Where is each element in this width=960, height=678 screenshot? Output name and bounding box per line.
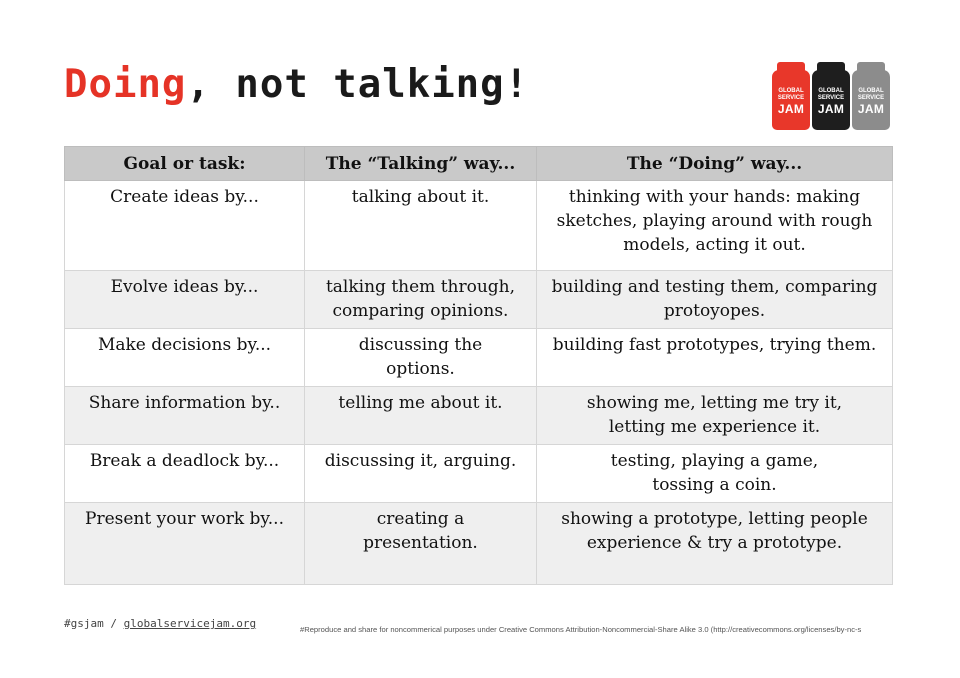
- doing-cell: showing a prototype, letting people experience & try a prototype.: [537, 503, 893, 585]
- talking-cell: talking about it.: [305, 181, 537, 271]
- jam-logo-black: [812, 62, 850, 130]
- footer-site-link[interactable]: globalservicejam.org: [123, 617, 257, 630]
- jar-big-text: JAM: [857, 102, 885, 116]
- footer-site: [64, 617, 256, 630]
- talking-cell: creating a presentation.: [305, 503, 537, 585]
- page-title: [64, 62, 529, 107]
- talking-cell: discussing the options.: [305, 329, 537, 387]
- title-not-talking: , not talking!: [186, 62, 530, 107]
- table-row: [65, 271, 893, 329]
- jar-body: [812, 70, 850, 130]
- table-row: [65, 445, 893, 503]
- comparison-table: [64, 146, 893, 585]
- header-doing-way: The “Doing” way...: [537, 147, 893, 181]
- jar-big-text: JAM: [777, 102, 805, 116]
- jam-logo-grey: [852, 62, 890, 130]
- jam-logo-red: [772, 62, 810, 130]
- talking-cell: discussing it, arguing.: [305, 445, 537, 503]
- jar-body: [772, 70, 810, 130]
- table-header-row: [65, 147, 893, 181]
- doing-cell: building and testing them, comparing protoyopes.: [537, 271, 893, 329]
- global-service-jam-logos: [772, 62, 890, 130]
- doing-cell: testing, playing a game, tossing a coin.: [537, 445, 893, 503]
- table-row: [65, 503, 893, 585]
- goal-cell: Make decisions by...: [65, 329, 305, 387]
- header-talking-way: The “Talking” way...: [305, 147, 537, 181]
- jar-big-text: JAM: [817, 102, 845, 116]
- goal-cell: Create ideas by...: [65, 181, 305, 271]
- table-row: [65, 181, 893, 271]
- doing-cell: showing me, letting me try it, letting me experience it.: [537, 387, 893, 445]
- jar-small-text: GLOBAL SERVICE: [777, 88, 805, 101]
- jar-body: [852, 70, 890, 130]
- footer-license: #Reproduce and share for noncommerical purposes under Creative Commons Attribution-Noncommercial-Share Alike 3.0 (http://creativecommons.org/licenses/by-nc-s: [300, 625, 862, 634]
- jar-small-text: GLOBAL SERVICE: [857, 88, 885, 101]
- doing-cell: building fast prototypes, trying them.: [537, 329, 893, 387]
- title-doing: Doing: [64, 62, 187, 107]
- goal-cell: Evolve ideas by...: [65, 271, 305, 329]
- header-goal: Goal or task:: [65, 147, 305, 181]
- table-row: [65, 329, 893, 387]
- talking-cell: talking them through, comparing opinions.: [305, 271, 537, 329]
- footer-hashtag: #gsjam /: [64, 617, 117, 630]
- jar-small-text: GLOBAL SERVICE: [817, 88, 845, 101]
- goal-cell: Break a deadlock by...: [65, 445, 305, 503]
- goal-cell: Share information by..: [65, 387, 305, 445]
- doing-cell: thinking with your hands: making sketches, playing around with rough models, acting it out.: [537, 181, 893, 271]
- talking-cell: telling me about it.: [305, 387, 537, 445]
- table-row: [65, 387, 893, 445]
- goal-cell: Present your work by...: [65, 503, 305, 585]
